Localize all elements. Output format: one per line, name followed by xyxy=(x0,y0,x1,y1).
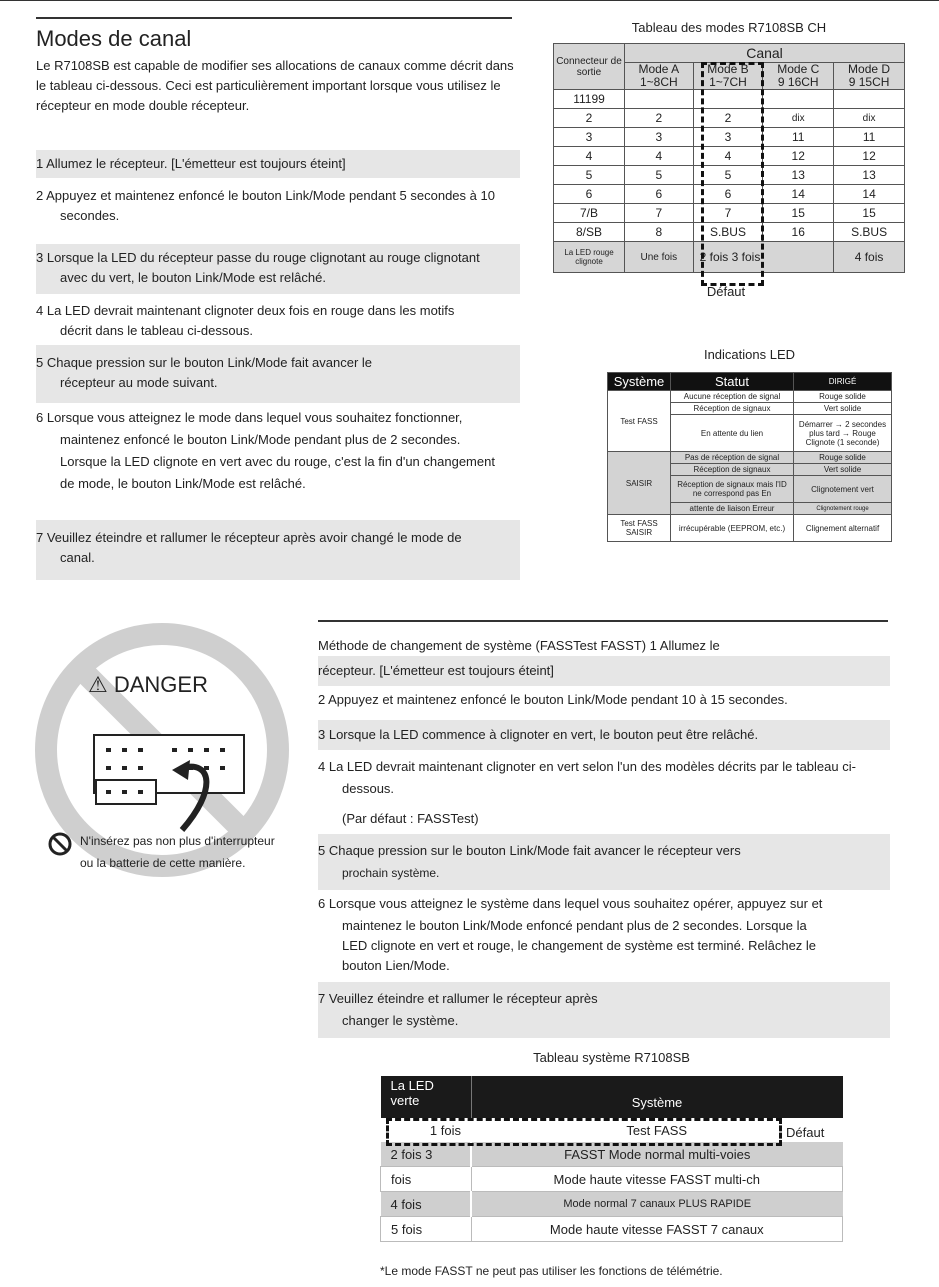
led-mode-d: 4 fois xyxy=(834,242,905,273)
system-step-6: 6 Lorsque vous atteignez le système dans lequel vous souhaitez opérer, appuyez sur et maintenez le bouton Link/Mode enfoncé pendant plus de 2 secondes. Lorsque la xyxy=(318,896,823,933)
step-7-text: 7 Veuillez éteindre et rallumer le récepteur après avoir changé le mode de xyxy=(36,530,462,545)
table-row: fois Mode haute vitesse FASST multi-ch xyxy=(381,1167,843,1192)
step-6-text: 6 Lorsque vous atteignez le mode dans lequel vous souhaitez fonctionner, xyxy=(36,410,463,425)
led-header-status: Statut xyxy=(671,373,794,391)
system-step-intro: Méthode de changement de système (FASSTest FASST) 1 Allumez le xyxy=(318,638,720,653)
step-6 xyxy=(36,407,506,495)
table-row: 4 fois Mode normal 7 canaux PLUS RAPIDE xyxy=(381,1192,843,1217)
step-2 xyxy=(36,186,520,226)
step-2-text: 2 Appuyez et maintenez enfoncé le bouton Link/Mode pendant 5 secondes à 10 xyxy=(36,188,495,203)
table-row: 11199 xyxy=(554,90,905,109)
modes-table-caption: Tableau des modes R7108SB CH xyxy=(631,20,827,35)
system-rule xyxy=(318,620,888,622)
system-default-label: Défaut xyxy=(786,1125,825,1140)
led-row-label: La LED rouge clignote xyxy=(554,242,625,273)
danger-illustration xyxy=(32,620,292,880)
canal-header: Canal xyxy=(625,44,905,63)
table-row: 7/B 7 7 15 15 xyxy=(554,204,905,223)
default-mode-highlight xyxy=(701,62,764,286)
system-step-default: (Par défaut : FASSTest) xyxy=(342,811,479,826)
step-5 xyxy=(36,345,520,403)
system-step-5: 5 Chaque pression sur le bouton Link/Mode fait avancer le récepteur vers prochain système. xyxy=(318,834,890,890)
system-note: *Le mode FASST ne peut pas utiliser les fonctions de télémétrie. xyxy=(380,1264,723,1278)
mode-a-header: Mode A 1~8CH xyxy=(625,63,694,90)
system-header-system: Système xyxy=(631,1094,683,1110)
system-default-highlight xyxy=(386,1118,782,1146)
led-header-led: DIRIGÉ xyxy=(794,373,892,391)
intro-paragraph: Le R7108SB est capable de modifier ses allocations de canaux comme décrit dans le tableau ci-dessous. Ceci est particulièrement important lorsque vous utilisez le récepteur en mode double récepteur. xyxy=(36,58,514,113)
system-step-3: 3 Lorsque la LED commence à clignoter en vert, le bouton peut être relâché. xyxy=(318,720,890,750)
step-6-cont: maintenez enfoncé le bouton Link/Mode pendant plus de 2 secondes. Lorsque la LED clignote en vert avec du rouge, c'est la fin d'un changement de mode, le bouton Link/Mode est relâché. xyxy=(60,432,495,491)
table-row: 5 5 5 13 13 xyxy=(554,166,905,185)
warning-triangle-icon: ⚠ xyxy=(88,672,108,697)
step-3-cont: avec du vert, le bouton Link/Mode est relâché. xyxy=(60,270,326,285)
step-2-cont: secondes. xyxy=(60,208,120,223)
mode-d-header: Mode D 9 15CH xyxy=(834,63,905,90)
table-row: SAISIR Pas de réception de signal Rouge solide xyxy=(608,452,892,464)
step-4-text: 4 La LED devrait maintenant clignoter deux fois en rouge dans les motifs xyxy=(36,303,455,318)
table-row: Test FASS SAISIR irrécupérable (EEPROM, etc.) Clignement alternatif xyxy=(608,515,892,542)
table-row: 8/SB 8 S.BUS 16 S.BUS xyxy=(554,223,905,242)
table-row: 2 fois 3 FASST Mode normal multi-voies xyxy=(381,1142,843,1167)
system-step-4: 4 La LED devrait maintenant clignoter en vert selon l'un des modèles décrits par le tableau ci- dessous. xyxy=(318,759,856,796)
step-7-cont: canal. xyxy=(60,550,95,565)
modes-default-label: Défaut xyxy=(706,284,746,299)
table-row: attente de liaison Erreur Clignotement rouge xyxy=(608,503,892,515)
system-step-2: 2 Appuyez et maintenez enfoncé le bouton Link/Mode pendant 10 à 15 secondes. xyxy=(318,692,788,707)
led-table xyxy=(607,372,892,542)
table-row: En attente du lien Démarrer → 2 secondes plus tard → Rouge Clignote (1 seconde) xyxy=(608,415,892,452)
system-step-7: 7 Veuillez éteindre et rallumer le récepteur après changer le système. xyxy=(318,982,890,1038)
page-title: Modes de canal xyxy=(36,26,192,51)
step-1-text: 1 Allumez le récepteur. [L'émetteur est toujours éteint] xyxy=(36,156,346,171)
step-5-cont: récepteur au mode suivant. xyxy=(60,375,218,390)
system-header-led: La LED verte xyxy=(381,1076,472,1118)
system-table-caption: Tableau système R7108SB xyxy=(533,1050,690,1065)
table-row: 1 fois Test FASS xyxy=(429,1122,688,1138)
table-row: 5 fois Mode haute vitesse FASST 7 canaux xyxy=(381,1217,843,1242)
table-row: Réception de signaux Vert solide xyxy=(608,464,892,476)
step-4-cont: décrit dans le tableau ci-dessous. xyxy=(60,323,253,338)
led-mode-a: Une fois xyxy=(625,242,694,273)
table-row: Test FASS Aucune réception de signal Rouge solide xyxy=(608,391,892,403)
system-step-1: récepteur. [L'émetteur est toujours éteint] xyxy=(318,656,890,686)
mode-c-header: Mode C 9 16CH xyxy=(763,63,834,90)
step-3-text: 3 Lorsque la LED du récepteur passe du rouge clignotant au rouge clignotant xyxy=(36,250,480,265)
system-step-6-cont: LED clignote en vert et rouge, le changement de système est terminé. Relâchez le bouton Lien/Mode. xyxy=(342,938,817,973)
step-3 xyxy=(36,244,520,294)
step-5-text: 5 Chaque pression sur le bouton Link/Mode fait avancer le xyxy=(36,355,373,370)
table-row: 6 6 6 14 14 xyxy=(554,185,905,204)
title-rule xyxy=(36,17,512,19)
led-table-caption: Indications LED xyxy=(703,347,796,362)
step-7 xyxy=(36,520,520,580)
danger-warning-text: N'insérez pas non plus d'interrupteur ou la batterie de cette manière. xyxy=(80,834,275,870)
step-1 xyxy=(36,150,520,178)
table-row: Réception de signaux Vert solide xyxy=(608,403,892,415)
step-4 xyxy=(36,301,520,341)
led-header-system: Système xyxy=(608,373,671,391)
system-table xyxy=(380,1076,843,1242)
mode-b-header: Mode B 1~7CH xyxy=(693,63,763,90)
connector-header: Connecteur de sortie xyxy=(554,44,625,90)
led-mode-bc: 2 fois 3 fois xyxy=(693,242,834,273)
table-row: 2 2 2 dix dix xyxy=(554,109,905,128)
table-row: 4 4 4 12 12 xyxy=(554,147,905,166)
danger-heading: ⚠ DANGER xyxy=(88,672,208,697)
table-row: 3 3 3 11 11 xyxy=(554,128,905,147)
top-border xyxy=(0,0,939,1)
table-row: Réception de signaux mais l'ID ne correspond pas En Clignotement vert xyxy=(608,476,892,503)
